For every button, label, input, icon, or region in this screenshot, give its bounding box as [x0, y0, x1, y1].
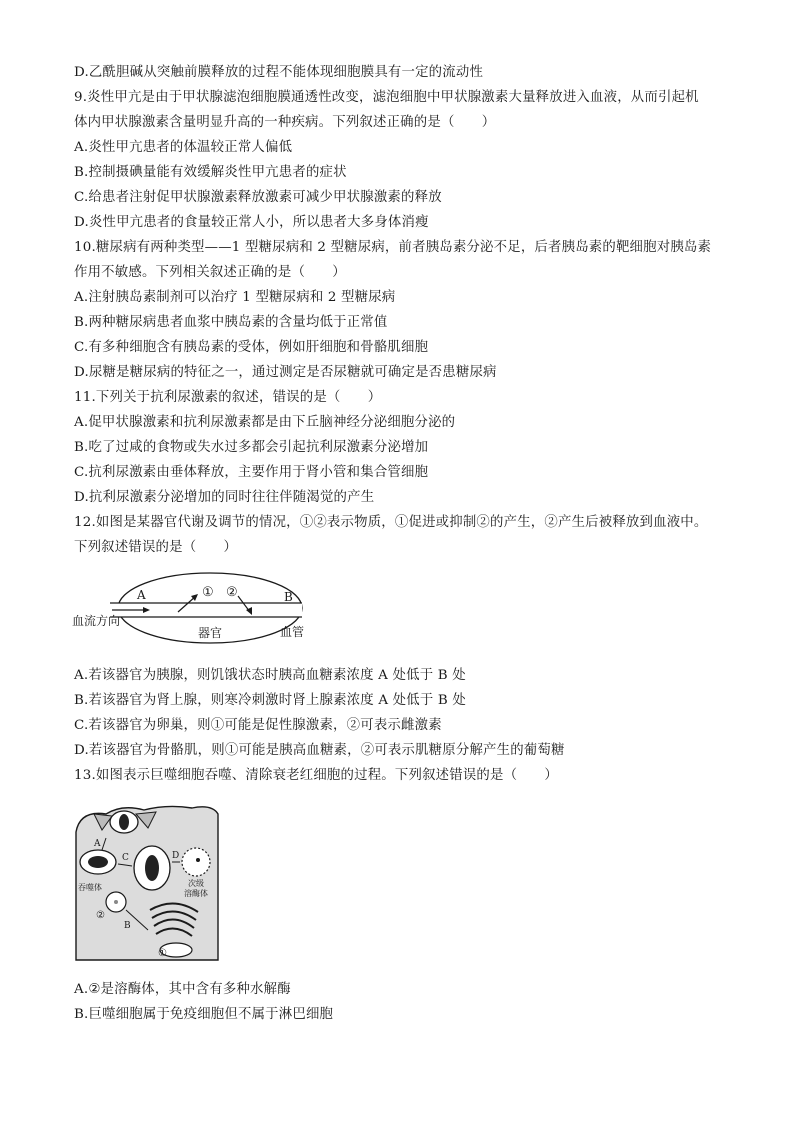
q12-option-d: D.若该器官为骨骼肌，则①可能是胰高血糖素，②可表示肌糖原分解产生的葡萄糖 — [74, 743, 565, 758]
q13-stem: 13.如图表示巨噬细胞吞噬、清除衰老红细胞的过程。下列叙述错误的是（ ） — [74, 768, 558, 783]
lysosome-dot — [114, 900, 118, 904]
q9-stem-2: 体内甲状腺激素含量明显升高的一种疾病。下列叙述正确的是（ ） — [74, 115, 496, 130]
process-c-label: C — [122, 853, 129, 863]
phagosome-core — [88, 856, 108, 868]
substance-2-label: ② — [226, 585, 238, 600]
q10-option-b: B.两种糖尿病患者血浆中胰岛素的含量均低于正常值 — [74, 315, 388, 330]
organ-label: 器官 — [198, 626, 223, 640]
q9-option-a: A.炎性甲亢患者的体温较正常人偏低 — [74, 140, 293, 155]
q12-organ-figure — [70, 565, 310, 650]
q11-option-b: B.吃了过咸的食物或失水过多都会引起抗利尿激素分泌增加 — [74, 440, 429, 455]
phagosome-label: 吞噬体 — [78, 883, 102, 892]
flow-direction-label: 血流方向 — [72, 614, 121, 628]
q11-stem: 11.下列关于抗利尿激素的叙述，错误的是（ ） — [74, 390, 382, 405]
q13-option-a: A.②是溶酶体，其中含有多种水解酶 — [74, 982, 291, 997]
q9-option-d: D.炎性甲亢患者的食量较正常人小，所以患者大多身体消瘦 — [74, 215, 429, 230]
structure-1-label: ① — [158, 948, 167, 959]
process-a-label: A — [94, 839, 101, 849]
q12-option-a: A.若该器官为胰腺，则饥饿状态时胰高血糖素浓度 A 处低于 B 处 — [74, 668, 466, 683]
red-blood-cell-outside-core — [119, 814, 129, 830]
substance-1-label: ① — [202, 585, 214, 600]
q9-option-c: C.给患者注射促甲状腺激素释放激素可减少甲状腺激素的释放 — [74, 190, 442, 205]
secondary-lysosome — [182, 848, 210, 876]
point-a-label: A — [137, 588, 146, 602]
q12-stem-2: 下列叙述错误的是（ ） — [74, 540, 238, 555]
q10-option-c: C.有多种细胞含有胰岛素的受体，例如肝细胞和骨骼肌细胞 — [74, 340, 429, 355]
engulfed-cell-core — [145, 855, 159, 881]
vessel-label: 血管 — [280, 625, 305, 639]
q10-option-a: A.注射胰岛素制剂可以治疗 1 型糖尿病和 2 型糖尿病 — [74, 290, 396, 305]
q11-option-c: C.抗利尿激素由垂体释放，主要作用于肾小管和集合管细胞 — [74, 465, 429, 480]
q13-option-b: B.巨噬细胞属于免疫细胞但不属于淋巴细胞 — [74, 1007, 334, 1022]
secondary-lysosome-dot — [196, 858, 200, 862]
q12-option-b: B.若该器官为肾上腺，则寒冷刺激时肾上腺素浓度 A 处低于 B 处 — [74, 693, 466, 708]
structure-2-label: ② — [96, 910, 105, 921]
point-b-label: B — [284, 590, 293, 604]
q9-stem-1: 9.炎性甲亢是由于甲状腺滤泡细胞膜通透性改变，滤泡细胞中甲状腺激素大量释放进入血液，从而引起机 — [74, 90, 699, 105]
secondary-lysosome-label-2: 溶酶体 — [184, 889, 208, 898]
secondary-lysosome-label-1: 次级 — [188, 879, 204, 888]
q10-option-d: D.尿糖是糖尿病的特征之一，通过测定是否尿糖就可确定是否患糖尿病 — [74, 365, 497, 380]
q12-stem-1: 12.如图是某器官代谢及调节的情况，①②表示物质，①促进或抑制②的产生，②产生后被释放到血液中。 — [74, 515, 708, 530]
q8-option-d: D.乙酰胆碱从突触前膜释放的过程不能体现细胞膜具有一定的流动性 — [74, 65, 484, 80]
q10-stem-1: 10.糖尿病有两种类型——1 型糖尿病和 2 型糖尿病，前者胰岛素分泌不足，后者胰岛素的靶细胞对胰岛素 — [74, 240, 712, 255]
q10-stem-2: 作用不敏感。下列相关叙述正确的是（ ） — [74, 265, 346, 280]
process-d-label: D — [172, 851, 180, 861]
q9-option-b: B.控制摄碘量能有效缓解炎性甲亢患者的症状 — [74, 165, 347, 180]
q11-option-d: D.抗利尿激素分泌增加的同时往往伴随渴觉的产生 — [74, 490, 375, 505]
q13-macrophage-figure — [72, 800, 222, 965]
q12-option-c: C.若该器官为卵巢，则①可能是促性腺激素，②可表示雌激素 — [74, 718, 442, 733]
q11-option-a: A.促甲状腺激素和抗利尿激素都是由下丘脑神经分泌细胞分泌的 — [74, 415, 456, 430]
process-b-label: B — [124, 921, 131, 931]
